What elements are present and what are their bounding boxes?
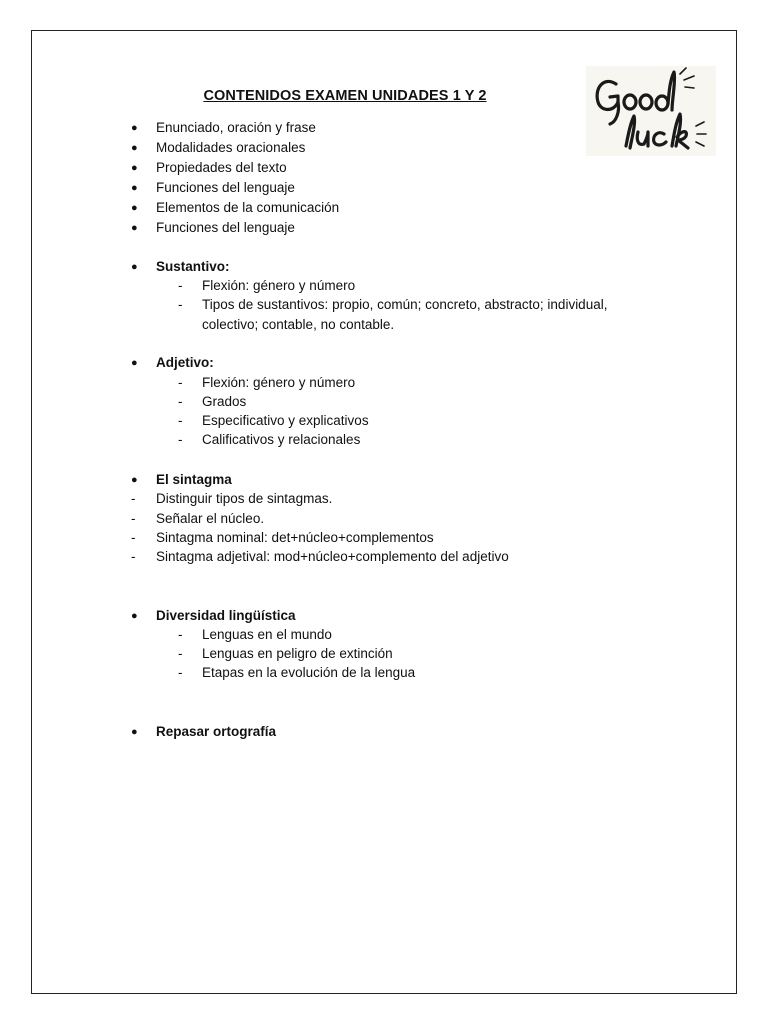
dash-marker: -	[178, 665, 183, 680]
dash-marker: -	[131, 511, 136, 526]
list-item-text: Funciones del lenguaje	[156, 220, 295, 235]
sub-list-item-text: Especificativo y explicativos	[202, 413, 369, 428]
bullet-marker: ●	[131, 222, 138, 234]
sub-list-item-text: Distinguir tipos de sintagmas.	[156, 491, 333, 506]
sub-list-item-text: Sintagma nominal: det+núcleo+complementos	[156, 530, 434, 545]
sub-list-item-text: Lenguas en el mundo	[202, 627, 332, 642]
sub-list-item-text: Etapas en la evolución de la lengua	[202, 665, 416, 680]
list-item-text: Propiedades del texto	[156, 160, 287, 175]
dash-marker: -	[178, 375, 183, 390]
dash-marker: -	[131, 549, 136, 564]
bullet-marker: ●	[131, 142, 138, 154]
section-heading-text: Sustantivo:	[156, 259, 230, 274]
sub-list-item-continuation: colectivo; contable, no contable.	[202, 317, 395, 332]
list-item-text: Modalidades oracionales	[156, 140, 306, 155]
dash-marker: -	[178, 278, 183, 293]
dash-marker: -	[131, 491, 136, 506]
dash-marker: -	[178, 413, 183, 428]
list-item-text: Enunciado, oración y frase	[156, 120, 316, 135]
dash-marker: -	[178, 646, 183, 661]
list-item-text: Funciones del lenguaje	[156, 180, 295, 195]
sub-list-item-text: Tipos de sustantivos: propio, común; concreto, abstracto; individual,	[202, 297, 608, 312]
dash-marker: -	[178, 627, 183, 642]
good-luck-logo	[586, 66, 716, 156]
bullet-marker: ●	[131, 182, 138, 194]
document-title: CONTENIDOS EXAMEN UNIDADES 1 Y 2	[203, 88, 487, 104]
sub-list-item-text: Grados	[202, 394, 247, 409]
sub-list-item-text: Señalar el núcleo.	[156, 511, 265, 526]
dash-marker: -	[178, 432, 183, 447]
bullet-marker: ●	[131, 162, 138, 174]
list-item-text: Elementos de la comunicación	[156, 200, 340, 215]
bullet-marker: ●	[131, 474, 138, 486]
bullet-marker: ●	[131, 726, 138, 738]
dash-marker: -	[131, 530, 136, 545]
bullet-marker: ●	[131, 122, 138, 134]
section-heading-text: Repasar ortografía	[156, 724, 277, 739]
bullet-marker: ●	[131, 261, 138, 273]
section-heading-text: Diversidad lingüística	[156, 608, 296, 623]
sub-list-item-text: Flexión: género y número	[202, 375, 356, 390]
sub-list-item-text: Sintagma adjetival: mod+núcleo+complemento del adjetivo	[156, 549, 509, 564]
section-heading-text: El sintagma	[156, 472, 232, 487]
dash-marker: -	[178, 297, 183, 312]
sub-list-item-text: Calificativos y relacionales	[202, 432, 361, 447]
sub-list-item-text: Flexión: género y número	[202, 278, 356, 293]
good-luck-lettering-icon	[586, 66, 716, 156]
dash-marker: -	[178, 394, 183, 409]
bullet-marker: ●	[131, 202, 138, 214]
bullet-marker: ●	[131, 610, 138, 622]
section-heading-text: Adjetivo:	[156, 355, 214, 370]
sub-list-item-text: Lenguas en peligro de extinción	[202, 646, 393, 661]
bullet-marker: ●	[131, 357, 138, 369]
